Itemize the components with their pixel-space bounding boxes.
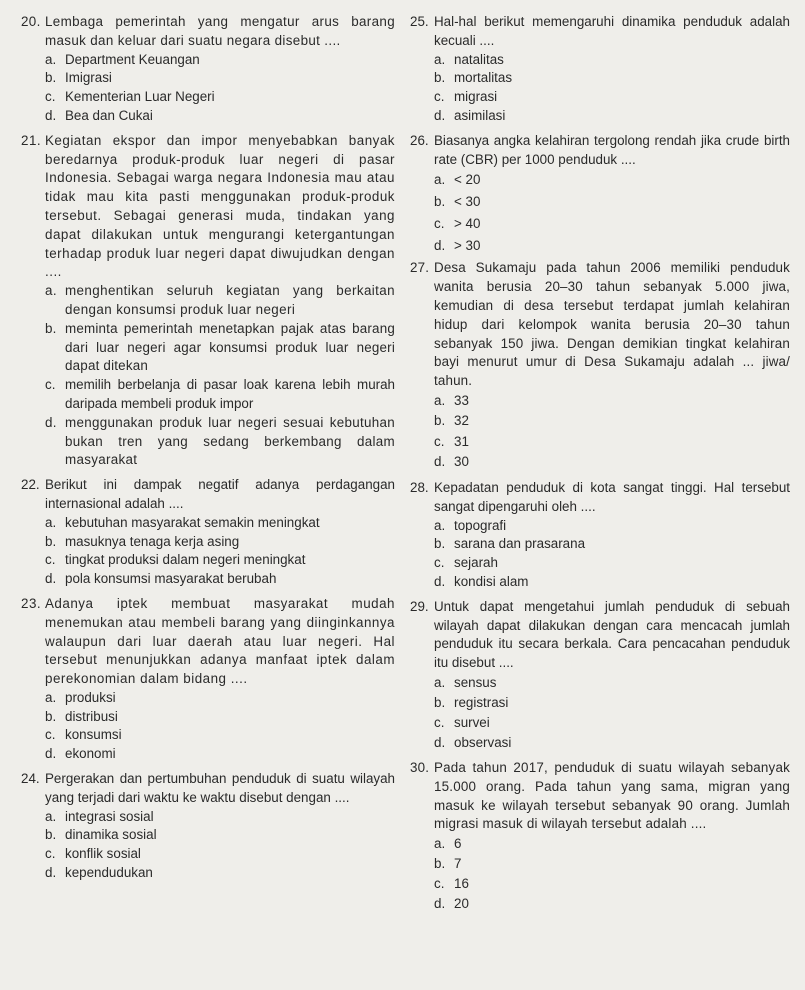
option-a[interactable]: a. 6 [434, 836, 462, 852]
option-d[interactable]: d. asimilasi [434, 107, 506, 123]
option-a[interactable]: a. < 20 [434, 172, 481, 188]
right-column [410, 13, 790, 914]
question-21 [21, 132, 395, 470]
question-25 [410, 13, 790, 126]
option-d[interactable]: d. menggunakan produk luar negeri sesuai kebutuhan bukan tren yang sedang berkembang dalam masyarakat [45, 414, 395, 468]
option-a[interactable]: a. natalitas [434, 51, 504, 67]
question-stem: Lembaga pemerintah yang mengatur arus barang masuk dan keluar dari suatu negara disebut .... [45, 14, 395, 48]
question-number: 29. [410, 598, 429, 614]
option-b[interactable]: b. mortalitas [434, 70, 513, 86]
question-stem: Biasanya angka kelahiran tergolong rendah jika crude birth rate (CBR) per 1000 penduduk .... [434, 132, 790, 167]
question-stem: Berikut ini dampak negatif adanya perdagangan internasional adalah .... [45, 477, 395, 511]
question-22 [21, 476, 395, 589]
question-stem: Adanya iptek membuat masyarakat mudah menemukan atau membeli barang yang diinginkannya walaupun dari luar daerah atau luar negeri. Hal tersebut menunjukkan adanya manfaat iptek dalam perekonomian dalam bidang .... [45, 595, 395, 687]
option-a[interactable]: a. produksi [45, 689, 116, 705]
option-d[interactable]: d. observasi [434, 734, 512, 750]
question-24 [21, 770, 395, 883]
option-c[interactable]: c. survei [434, 714, 490, 730]
left-column [21, 13, 395, 883]
question-stem: Hal-hal berikut memengaruhi dinamika penduduk adalah kecuali .... [434, 14, 790, 48]
option-d[interactable]: d. 20 [434, 896, 469, 912]
option-b[interactable]: b. sarana dan prasarana [434, 536, 586, 552]
question-number: 23. [21, 595, 42, 611]
options-list [410, 834, 790, 914]
option-c[interactable]: c. > 40 [434, 216, 481, 232]
option-c[interactable]: c. Kementerian Luar Negeri [45, 89, 215, 105]
option-b[interactable]: b. meminta pemerintah menetapkan pajak atas barang dari luar negeri agar konsumsi produk luar negeri dapat ditekan [45, 320, 395, 374]
question-26 [410, 132, 790, 258]
option-c[interactable]: c. tingkat produksi dalam negeri meningkat [45, 552, 306, 568]
option-a[interactable]: a. menghentikan seluruh kegiatan yang berkaitan dengan konsumsi produk luar negeri [45, 283, 395, 317]
options-list [410, 517, 790, 592]
question-27 [410, 259, 790, 473]
option-a[interactable]: a. 33 [434, 392, 469, 408]
options-list [21, 51, 395, 126]
question-number: 20. [21, 14, 41, 29]
option-b[interactable]: b. dinamika sosial [45, 827, 157, 843]
question-stem: Kegiatan ekspor dan impor menyebabkan banyak beredarnya produk-produk luar negeri di pasar Indonesia. Sebagai warga negara Indonesia mau atau tidak mau kita pasti menggunakan produk-produk tersebut. Sebagai generasi muda, tindakan yang dapat dilakukan untuk mengurangi ketergantungan terhadap produk luar negeri dapat diwujudkan dengan .... [45, 132, 395, 280]
question-23 [21, 595, 395, 764]
option-c[interactable]: c. memilih berbelanja di pasar loak karena lebih murah daripada membeli produk impor [45, 377, 395, 411]
question-stem: Kepadatan penduduk di kota sangat tinggi. Hal tersebut sangat dipengaruhi oleh .... [434, 479, 790, 514]
option-c[interactable]: c. konsumsi [45, 727, 122, 743]
option-d[interactable]: d. kondisi alam [434, 573, 529, 589]
question-number: 21. [21, 132, 42, 148]
option-a[interactable]: a. topografi [434, 517, 507, 533]
question-30 [410, 759, 790, 914]
question-stem: Pada tahun 2017, penduduk di suatu wilayah sebanyak 15.000 orang. Pada tahun yang sama, migran yang masuk ke wilayah tersebut sebanyak 90 orang. Jumlah migrasi masuk di wilayah tersebut adalah .... [434, 759, 790, 832]
question-stem: Untuk dapat mengetahui jumlah penduduk di sebuah wilayah dapat dilakukan dengan cara mencacah jumlah penduduk itu secara berkala. Cara pencacahan penduduk itu disebut .... [434, 598, 790, 671]
options-list [21, 514, 395, 589]
option-d[interactable]: d. 30 [434, 454, 469, 470]
options-list [21, 689, 395, 764]
question-number: 26. [410, 132, 429, 148]
options-list [410, 391, 790, 473]
option-d[interactable]: d. pola konsumsi masyarakat berubah [45, 571, 277, 587]
options-list [410, 673, 790, 753]
question-20 [21, 13, 395, 126]
option-d[interactable]: d. > 30 [434, 238, 481, 254]
question-28 [410, 479, 790, 592]
option-c[interactable]: c. 16 [434, 876, 469, 892]
option-b[interactable]: b. 7 [434, 856, 462, 872]
options-list [21, 808, 395, 883]
question-stem: Desa Sukamaju pada tahun 2006 memiliki penduduk wanita berusia 20–30 tahun sebanyak 5.000 jiwa, kemudian di desa tersebut terdapat jumlah kelahiran hidup dari kelompok wanita berusia 20–30 tahun sebanyak 150 jiwa. Dengan demikian tingkat kelahiran bayi menurut umur di Desa Sukamaju adalah ... jiwa/ tahun. [434, 260, 790, 389]
option-c[interactable]: c. konflik sosial [45, 846, 141, 862]
option-c[interactable]: c. sejarah [434, 555, 498, 571]
option-b[interactable]: b. masuknya tenaga kerja asing [45, 533, 240, 549]
question-number: 28. [410, 479, 429, 495]
question-number: 25. [410, 14, 429, 29]
option-d[interactable]: d. ekonomi [45, 746, 116, 762]
question-number: 24. [21, 771, 40, 787]
options-list [410, 169, 790, 257]
option-b[interactable]: b. Imigrasi [45, 70, 112, 86]
option-b[interactable]: b. 32 [434, 413, 469, 429]
question-stem: Pergerakan dan pertumbuhan penduduk di suatu wilayah yang terjadi dari waktu ke waktu disebut dengan .... [45, 771, 395, 805]
question-number: 30. [410, 759, 430, 775]
option-b[interactable]: b. < 30 [434, 194, 481, 210]
options-list [21, 282, 395, 470]
option-a[interactable]: a. sensus [434, 674, 497, 690]
option-b[interactable]: b. registrasi [434, 694, 509, 710]
option-a[interactable]: a. Department Keuangan [45, 51, 200, 67]
option-d[interactable]: d. Bea dan Cukai [45, 107, 153, 123]
option-c[interactable]: c. migrasi [434, 89, 498, 105]
option-b[interactable]: b. distribusi [45, 708, 118, 724]
question-number: 22. [21, 477, 40, 493]
question-number: 27. [410, 260, 430, 276]
option-c[interactable]: c. 31 [434, 433, 469, 449]
question-29 [410, 598, 790, 753]
options-list [410, 51, 790, 126]
option-a[interactable]: a. integrasi sosial [45, 808, 154, 824]
option-d[interactable]: d. kependudukan [45, 865, 153, 881]
option-a[interactable]: a. kebutuhan masyarakat semakin meningkat [45, 514, 320, 530]
